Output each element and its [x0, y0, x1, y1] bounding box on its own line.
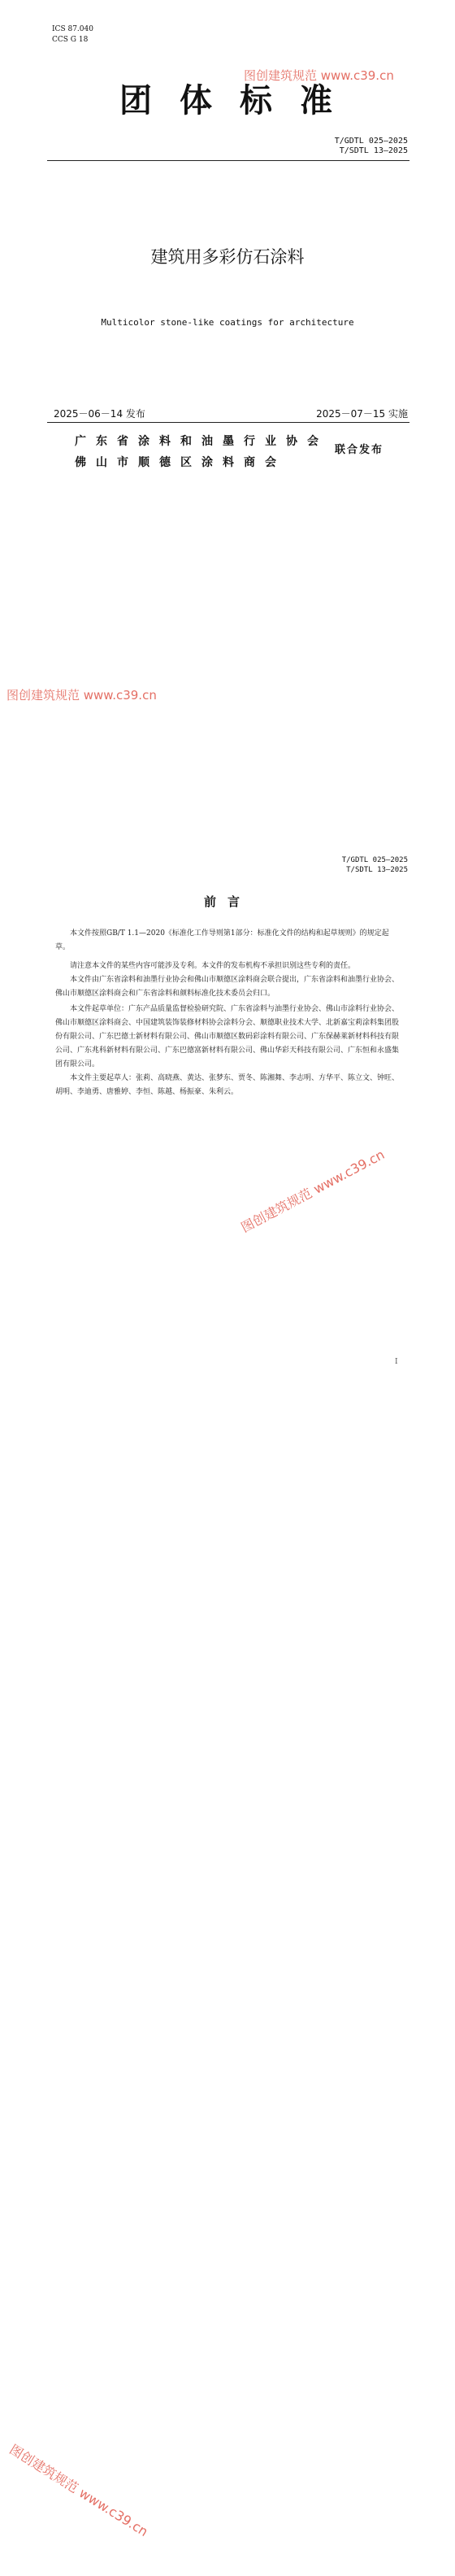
watermark: 图创建筑规范 www.c39.cn	[244, 68, 394, 83]
date-rule	[47, 422, 410, 423]
ccs-code: CCS G 18	[52, 36, 89, 44]
joint-release-label: 联合发布	[335, 444, 384, 456]
preface-paragraph: 本文件主要起草人：张莉、高晓燕、黄达、张梦东、贾冬、陈湘舞、李志明、方华平、陈立文、钟旺、胡明、李迪勇、唐雅婷、李恒、陈越、杨振豪、朱利云。	[55, 1074, 400, 1096]
document-type-heading: 团体标准	[119, 82, 360, 120]
standard-number-secondary: T/SDTL 13—2025	[339, 146, 408, 155]
preface-heading: 前言	[203, 894, 251, 909]
preface-paragraph: 本文件按照GB/T 1.1—2020《标准化工作导则第1部分：标准化文件的结构和起草规则》的规定起草。	[55, 929, 389, 951]
preface-standard-number-primary: T/GDTL 025—2025	[341, 856, 408, 864]
watermark: 图创建筑规范 www.c39.cn	[6, 688, 157, 703]
document-title-english: Multicolor stone-like coatings for architecture	[101, 317, 354, 328]
document-title-chinese: 建筑用多彩仿石涂料	[150, 247, 305, 267]
standard-number-primary: T/GDTL 025—2025	[334, 137, 408, 146]
preface-standard-number-block	[342, 855, 408, 875]
issuing-organization-2: 佛山市顺德区涂料商会	[75, 456, 286, 469]
publish-date: 2025－06－14 发布	[54, 408, 145, 420]
classification-codes	[52, 24, 93, 46]
ics-code: ICS 87.040	[52, 25, 93, 33]
preface-paragraph: 本文件起草单位：广东产品质量监督检验研究院、广东省涂料与油墨行业协会、佛山市涂料行业协会、佛山市顺德区涂料商会、中国建筑装饰装修材料协会涂料分会、顺德职业技术大学、北新嘉宝莉涂料集团股份有限公司、广东巴德士新材料有限公司、佛山市顺德区数码彩涂料有限公司、广东保赫莱新材料科技有限公司、广东兆科新材料有限公司、广东巴德富新材料有限公司、佛山华彩天科技有限公司、广东恒和永盛集团有限公司。	[55, 1005, 400, 1068]
watermark: 图创建筑规范 www.c39.cn	[238, 1147, 388, 1236]
implementation-date: 2025－07－15 实施	[316, 408, 408, 420]
watermark: 图创建筑规范 www.c39.cn	[6, 2441, 151, 2540]
issuing-organization-1: 广东省涂料和油墨行业协会	[75, 435, 328, 448]
preface-paragraph: 本文件由广东省涂料和油墨行业协会和佛山市顺德区涂料商会联合提出，广东省涂料和油墨行业协会、佛山市顺德区涂料商会和广东省涂料和颜料标准化技术委员会归口。	[55, 976, 400, 998]
standard-number-block	[335, 137, 408, 156]
header-rule	[47, 160, 410, 161]
preface-paragraph: 请注意本文件的某些内容可能涉及专利。本文件的发布机构不承担识别这些专利的责任。	[70, 962, 356, 970]
preface-standard-number-secondary: T/SDTL 13—2025	[346, 866, 408, 874]
page-number: I	[395, 1358, 398, 1366]
